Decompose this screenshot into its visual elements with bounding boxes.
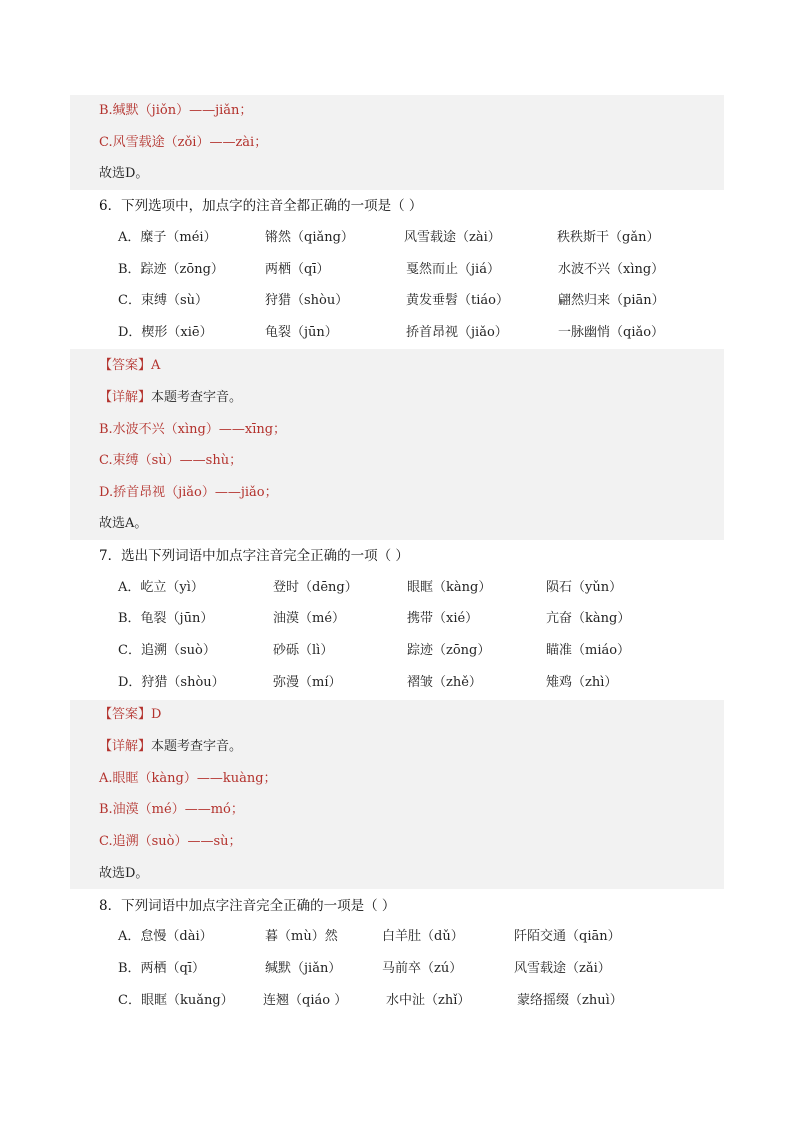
option-b-3: 携带（xié） bbox=[407, 611, 479, 626]
option-a-1: A．怠慢（dài） bbox=[118, 929, 213, 944]
option-c-1: C．眼眶（kuǎng） bbox=[118, 993, 234, 1008]
detail-line bbox=[99, 738, 242, 756]
option-c-3: 踪迹（zōng） bbox=[407, 643, 491, 658]
answer-line bbox=[99, 357, 160, 375]
answer-pick: 故选A。 bbox=[99, 516, 148, 531]
option-c-1: C．束缚（sù） bbox=[118, 293, 208, 308]
answer-note: A.眼眶（kàng）——kuàng； bbox=[99, 771, 277, 786]
option-b-4: 风雪载途（zǎi） bbox=[514, 961, 611, 976]
option-a-4: 秩秩斯干（gǎn） bbox=[557, 230, 660, 245]
answer-line bbox=[99, 706, 161, 724]
answer-note: B.水波不兴（xìng）——xīng； bbox=[99, 422, 287, 437]
option-a-3: 眼眶（kàng） bbox=[407, 580, 492, 595]
answer-note: C.束缚（sù）——shù； bbox=[99, 453, 243, 468]
option-b-4: 亢奋（kàng） bbox=[546, 611, 631, 626]
option-d-3: 褶皱（zhě） bbox=[407, 675, 482, 690]
answer-pick: 故选D。 bbox=[99, 866, 149, 881]
option-b-3: 戛然而止（jiá） bbox=[406, 262, 500, 277]
answer-note: C.追溯（suò）——sù； bbox=[99, 834, 242, 849]
option-a-4: 陨石（yǔn） bbox=[546, 580, 623, 595]
option-c-4: 瞄准（miáo） bbox=[546, 643, 631, 658]
answer-tag: 【答案】 bbox=[99, 707, 152, 722]
answer-value: A bbox=[151, 358, 161, 373]
option-d-2: 龟裂（jūn） bbox=[265, 325, 338, 340]
question-7-stem: 7．选出下列词语中加点字注音完全正确的一项（ ） bbox=[99, 548, 409, 564]
option-c-2: 砂砾（lì） bbox=[273, 643, 334, 658]
answer-tag: 【答案】 bbox=[99, 358, 152, 373]
option-d-1: D．狩猎（shòu） bbox=[118, 675, 225, 690]
detail-tag: 【详解】 bbox=[99, 390, 152, 405]
answer-block-q6 bbox=[70, 349, 724, 540]
option-c-3: 水中沚（zhǐ） bbox=[386, 993, 471, 1008]
option-a-2: 锵然（qiǎng） bbox=[265, 230, 354, 245]
answer-value: D bbox=[151, 707, 162, 722]
option-b-3: 马前卒（zú） bbox=[382, 961, 463, 976]
option-d-2: 弥漫（mí） bbox=[273, 675, 342, 690]
option-c-2: 连翘（qiáo ） bbox=[263, 993, 348, 1008]
answer-pick: 故选D。 bbox=[99, 166, 149, 181]
option-b-1: B．踪迹（zōng） bbox=[118, 262, 224, 277]
detail-tag: 【详解】 bbox=[99, 739, 152, 754]
answer-block-q7 bbox=[70, 700, 724, 889]
option-a-3: 白羊肚（dǔ） bbox=[382, 929, 464, 944]
option-c-3: 黄发垂髫（tiáo） bbox=[406, 293, 509, 308]
detail-line bbox=[99, 389, 242, 407]
option-c-1: C．追溯（suò） bbox=[118, 643, 216, 658]
option-b-1: B．两栖（qī） bbox=[118, 961, 206, 976]
option-c-4: 翩然归来（piān） bbox=[558, 293, 665, 308]
option-b-2: 油漠（mé） bbox=[273, 611, 346, 626]
option-d-4: 雉鸡（zhì） bbox=[546, 675, 618, 690]
detail-text: 本题考查字音。 bbox=[151, 390, 243, 405]
option-a-1: A．屹立（yì） bbox=[118, 580, 204, 595]
option-b-2: 缄默（jiǎn） bbox=[265, 961, 342, 976]
option-b-2: 两栖（qī） bbox=[265, 262, 330, 277]
question-8-stem: 8．下列词语中加点字注音完全正确的一项是（ ） bbox=[99, 898, 396, 914]
option-a-2: 登时（dēng） bbox=[273, 580, 358, 595]
answer-note: B.油漠（mé）——mó； bbox=[99, 802, 244, 817]
option-d-3: 挢首昂视（jiǎo） bbox=[406, 325, 508, 340]
option-c-2: 狩猎（shòu） bbox=[265, 293, 349, 308]
option-b-4: 水波不兴（xìng） bbox=[558, 262, 665, 277]
detail-text: 本题考查字音。 bbox=[151, 739, 243, 754]
option-a-3: 风雪载途（zài） bbox=[404, 230, 501, 245]
option-a-1: A．糜子（méi） bbox=[118, 230, 217, 245]
answer-note: C.风雪载途（zǒi）——zài； bbox=[99, 135, 268, 150]
option-b-1: B．龟裂（jūn） bbox=[118, 611, 214, 626]
option-d-4: 一脉幽悄（qiǎo） bbox=[558, 325, 665, 340]
option-a-2: 暮（mù）然 bbox=[265, 929, 338, 944]
answer-note: D.挢首昂视（jiǎo）——jiǎo； bbox=[99, 485, 278, 500]
answer-note: B.缄默（jiǒn）——jiǎn； bbox=[99, 103, 253, 118]
option-a-4: 阡陌交通（qiān） bbox=[514, 929, 621, 944]
question-6-stem: 6．下列选项中，加点字的注音全都正确的一项是（ ） bbox=[99, 198, 423, 214]
option-d-1: D．楔形（xiē） bbox=[118, 325, 213, 340]
option-c-4: 蒙络摇缀（zhuì） bbox=[517, 993, 623, 1008]
